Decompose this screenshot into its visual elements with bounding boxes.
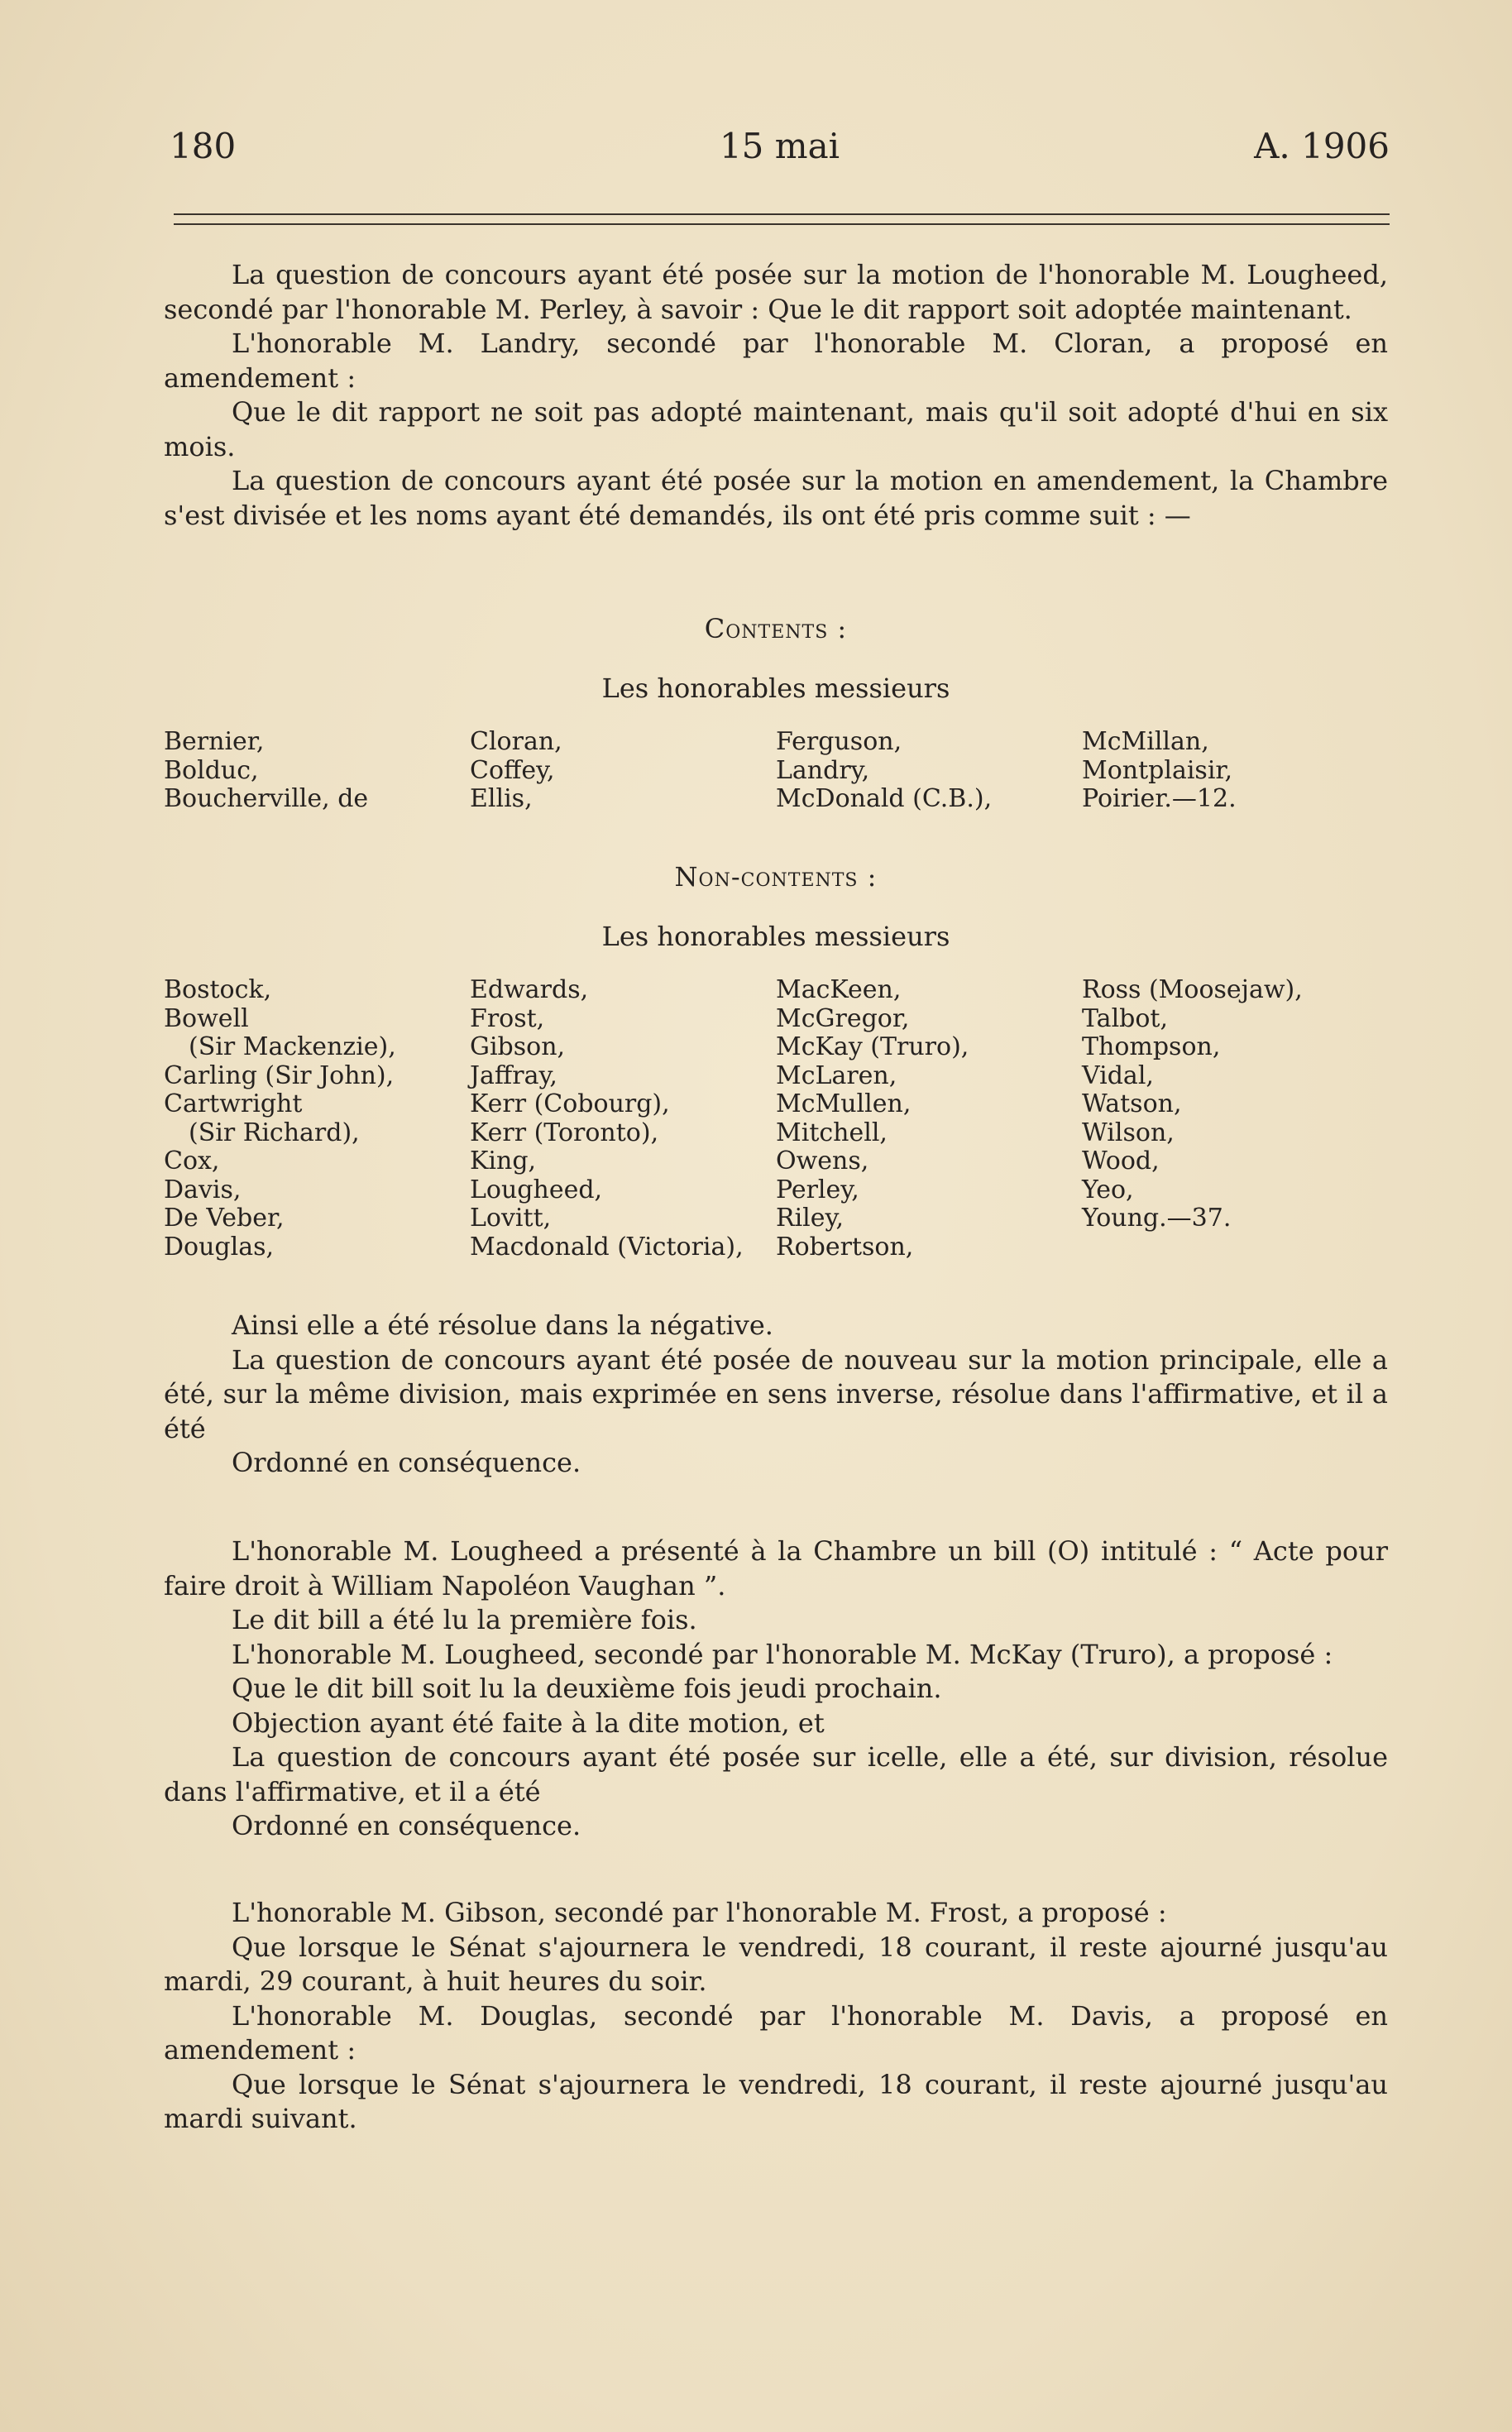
list-item: McGregor, — [776, 1003, 910, 1033]
list-item: Robertson, — [776, 1232, 914, 1261]
list-item: Edwards, — [470, 975, 589, 1004]
list-item: Ellis, — [470, 784, 533, 813]
paragraph: Que le dit bill soit lu la deuxième fois jeudi prochain. — [232, 1673, 942, 1704]
list-item: Thompson, — [1082, 1032, 1221, 1061]
list-item: (Sir Richard), — [189, 1118, 360, 1147]
non-contents-subheading: Les honorables messieurs — [601, 920, 950, 952]
list-item: Coffey, — [470, 755, 555, 785]
list-item: (Sir Mackenzie), — [189, 1032, 396, 1061]
list-item: Boucherville, de — [164, 784, 369, 813]
list-item: Wood, — [1082, 1147, 1160, 1175]
list-item: Vidal, — [1082, 1060, 1154, 1090]
list-item: Bostock, — [164, 975, 272, 1004]
list-item: Kerr (Cobourg), — [470, 1089, 670, 1118]
header-rule — [174, 213, 1390, 225]
contents-column — [164, 728, 470, 814]
page-number: 180 — [170, 126, 237, 166]
paragraph: Que le dit rapport ne soit pas adopté maintenant, mais qu'il soit adopté d'hui en six mois. — [164, 396, 1388, 462]
list-item: Douglas, — [164, 1232, 275, 1261]
list-item: Bowell — [164, 1003, 249, 1033]
list-item: Landry, — [776, 755, 870, 785]
paragraph: L'honorable M. Landry, secondé par l'honorable M. Cloran, a proposé en amendement : — [164, 328, 1388, 394]
paragraph: Ordonné en conséquence. — [232, 1447, 581, 1478]
list-item: Perley, — [776, 1175, 859, 1204]
list-item: Talbot, — [1082, 1003, 1169, 1033]
list-item: Macdonald (Victoria), — [470, 1232, 744, 1261]
list-item: Frost, — [470, 1003, 545, 1033]
list-item: McLaren, — [776, 1060, 897, 1090]
list-item: Jaffray, — [470, 1060, 557, 1090]
paragraph: La question de concours ayant été posée sur la motion en amendement, la Chambre s'est divisée et les noms ayant été demandés, ils ont été pris comme suit : — — [164, 465, 1388, 531]
contents-heading: Contents : — [704, 613, 848, 644]
non-contents-heading-block — [164, 860, 1388, 954]
list-item: Montplaisir, — [1082, 755, 1233, 785]
adjourn-section — [164, 1896, 1388, 2137]
paragraph: Que lorsque le Sénat s'ajournera le vendredi, 18 courant, il reste ajourné jusqu'au mardi, 29 courant, à huit heures du soir. — [164, 1931, 1388, 1997]
paragraph: La question de concours ayant été posée sur icelle, elle a été, sur division, résolue dans l'affirmative, et il a été — [164, 1741, 1388, 1807]
page-year: A. 1906 — [1254, 126, 1390, 166]
non-contents-column — [1082, 976, 1388, 1261]
paragraph: Que lorsque le Sénat s'ajournera le vendredi, 18 courant, il reste ajourné jusqu'au mardi suivant. — [164, 2068, 1388, 2134]
list-item: McKay (Truro), — [776, 1032, 969, 1061]
non-contents-column — [164, 976, 470, 1261]
paragraph: Ainsi elle a été résolue dans la négative. — [232, 1309, 773, 1341]
list-item: De Veber, — [164, 1204, 285, 1233]
list-item: Lovitt, — [470, 1204, 552, 1233]
list-item: Ferguson, — [776, 727, 902, 756]
paragraph: La question de concours ayant été posée de nouveau sur la motion principale, elle a été, sur la même division, mais exprimée en sens inverse, résolue dans l'affirmative, et il a été — [164, 1343, 1388, 1444]
non-contents-heading: Non-contents : — [674, 861, 878, 893]
contents-column — [470, 728, 776, 814]
list-item: Lougheed, — [470, 1175, 603, 1204]
list-item: King, — [470, 1147, 537, 1175]
list-item: Cloran, — [470, 727, 562, 756]
contents-list — [164, 728, 1388, 814]
paragraph: L'honorable M. Lougheed, secondé par l'honorable M. McKay (Truro), a proposé : — [232, 1638, 1333, 1670]
list-item: McMullen, — [776, 1089, 912, 1118]
list-item: Bernier, — [164, 727, 265, 756]
paragraph: L'honorable M. Gibson, secondé par l'honorable M. Frost, a proposé : — [232, 1897, 1167, 1928]
list-item: McMillan, — [1082, 727, 1209, 756]
non-contents-list — [164, 976, 1388, 1261]
paragraph: L'honorable M. Douglas, secondé par l'honorable M. Davis, a proposé en amendement : — [164, 1999, 1388, 2066]
paragraph: Le dit bill a été lu la première fois. — [232, 1604, 697, 1635]
paragraph: La question de concours ayant été posée sur la motion de l'honorable M. Lougheed, secondé par l'honorable M. Perley, à savoir : Que le dit rapport soit adoptée maintenant. — [164, 259, 1388, 325]
page-header — [170, 126, 1390, 175]
non-contents-column — [776, 976, 1082, 1261]
contents-heading-block — [164, 612, 1388, 706]
list-item: Young.—37. — [1082, 1204, 1232, 1233]
intro-section — [164, 258, 1388, 533]
list-item: Yeo, — [1082, 1175, 1134, 1204]
list-item: Riley, — [776, 1204, 845, 1233]
list-item: Carling (Sir John), — [164, 1060, 395, 1090]
list-item: Poirier.—12. — [1082, 784, 1237, 813]
list-item: Bolduc, — [164, 755, 259, 785]
contents-column — [1082, 728, 1388, 814]
result-section — [164, 1309, 1388, 1481]
contents-column — [776, 728, 1082, 814]
list-item: Gibson, — [470, 1032, 566, 1061]
list-item: Watson, — [1082, 1089, 1182, 1118]
list-item: Kerr (Toronto), — [470, 1118, 659, 1147]
bill-section — [164, 1534, 1388, 1844]
list-item: Ross (Moosejaw), — [1082, 975, 1303, 1004]
list-item: Cox, — [164, 1147, 220, 1175]
paragraph: Ordonné en conséquence. — [232, 1810, 581, 1841]
list-item: Wilson, — [1082, 1118, 1175, 1147]
list-item: McDonald (C.B.), — [776, 784, 993, 813]
paragraph: L'honorable M. Lougheed a présenté à la Chambre un bill (O) intitulé : “ Acte pour faire droit à William Napoléon Vaughan ”. — [164, 1535, 1388, 1601]
list-item: Cartwright — [164, 1089, 303, 1118]
paragraph: Objection ayant été faite à la dite motion, et — [232, 1707, 825, 1739]
list-item: Davis, — [164, 1175, 242, 1204]
page-date: 15 mai — [719, 126, 840, 166]
contents-subheading: Les honorables messieurs — [601, 672, 950, 704]
list-item: Owens, — [776, 1147, 869, 1175]
non-contents-column — [470, 976, 776, 1261]
list-item: Mitchell, — [776, 1118, 888, 1147]
list-item: MacKeen, — [776, 975, 902, 1004]
